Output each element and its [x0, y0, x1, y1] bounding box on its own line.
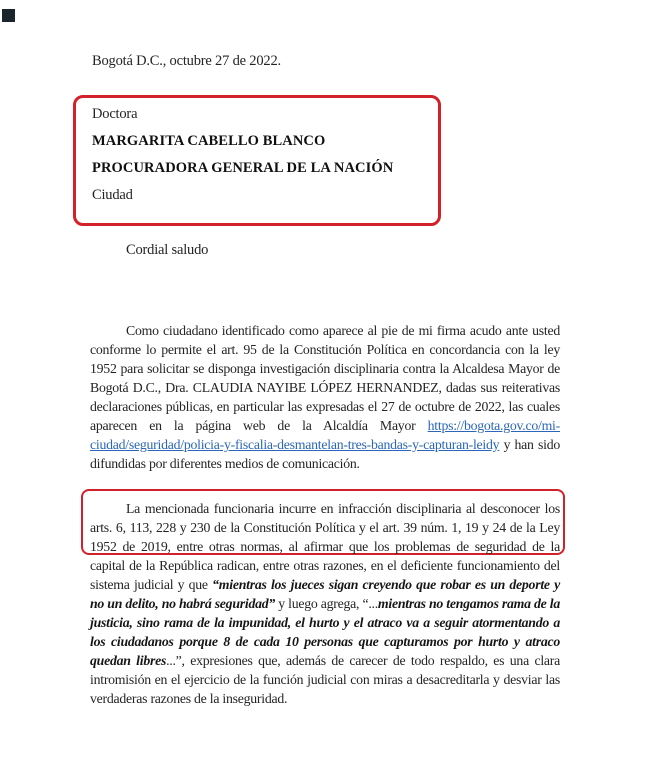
paragraph-intro-text-after-link: y han sido difundidas por diferentes medios de comunicación. — [90, 437, 560, 471]
recipient-title: Doctora — [92, 106, 138, 122]
alcaldia-url-link[interactable]: https://bogota.gov.co/mi-ciudad/seguridad/policia-y-fiscalia-desmantelan-tres-bandas-y-capturan-leidy — [90, 418, 560, 452]
greeting: Cordial saludo — [126, 242, 209, 258]
paragraph-infraction — [90, 499, 560, 708]
recipient-name: MARGARITA CABELLO BLANCO — [92, 133, 326, 149]
recipient-block — [92, 101, 393, 209]
infraction-segment-regular-3: ...”, expresiones que, además de carecer de todo respaldo, es una clara intromisión en el ejercicio de la función judicial con miras a desacreditarla y desviar las verdaderas razones de la inseguridad. — [90, 653, 560, 706]
paragraph-intro — [90, 321, 560, 473]
scan-artifact-square — [2, 9, 15, 22]
recipient-position: PROCURADORA GENERAL DE LA NACIÓN — [92, 160, 394, 176]
infraction-quote-1: “mientras los jueces sigan creyendo que robar es un deporte y no un delito, no habrá seguridad” — [90, 577, 560, 611]
infraction-segment-regular-1: La mencionada funcionaria incurre en infracción disciplinaria al desconocer los arts. 6, 113, 228 y 230 de la Constitución Política y el art. 39 núm. 1, 19 y 24 de la Ley 1952 de 2019, entre otras normas, al afirmar que los problemas de seguridad de la capital de la República radican, entre otras razones, en el deficiente funcionamiento del sistema judicial y que — [90, 501, 560, 592]
recipient-city: Ciudad — [92, 187, 133, 203]
infraction-quote-2: mientras no tengamos rama de la justicia, sino rama de la impunidad, el hurto y el atraco va a seguir atormentando a los ciudadanos porque 8 de cada 10 personas que capturamos por hurto y atraco quedan libres — [90, 596, 560, 668]
paragraph-intro-text-before-link: Como ciudadano identificado como aparece al pie de mi firma acudo ante usted conforme lo permite el art. 95 de la Constitución Política en concordancia con la ley 1952 para solicitar se disponga investigación disciplinaria contra la Alcaldesa Mayor de Bogotá D.C., Dra. CLAUDIA NAYIBE LÓPEZ HERNANDEZ, dadas sus reiterativas declaraciones públicas, en particular las expresadas el 27 de octubre de 2022, las cuales aparecen en la página web de la Alcaldía Mayor — [90, 323, 560, 433]
infraction-segment-regular-2: y luego agrega, “... — [275, 596, 378, 611]
date-line: Bogotá D.C., octubre 27 de 2022. — [92, 53, 281, 69]
